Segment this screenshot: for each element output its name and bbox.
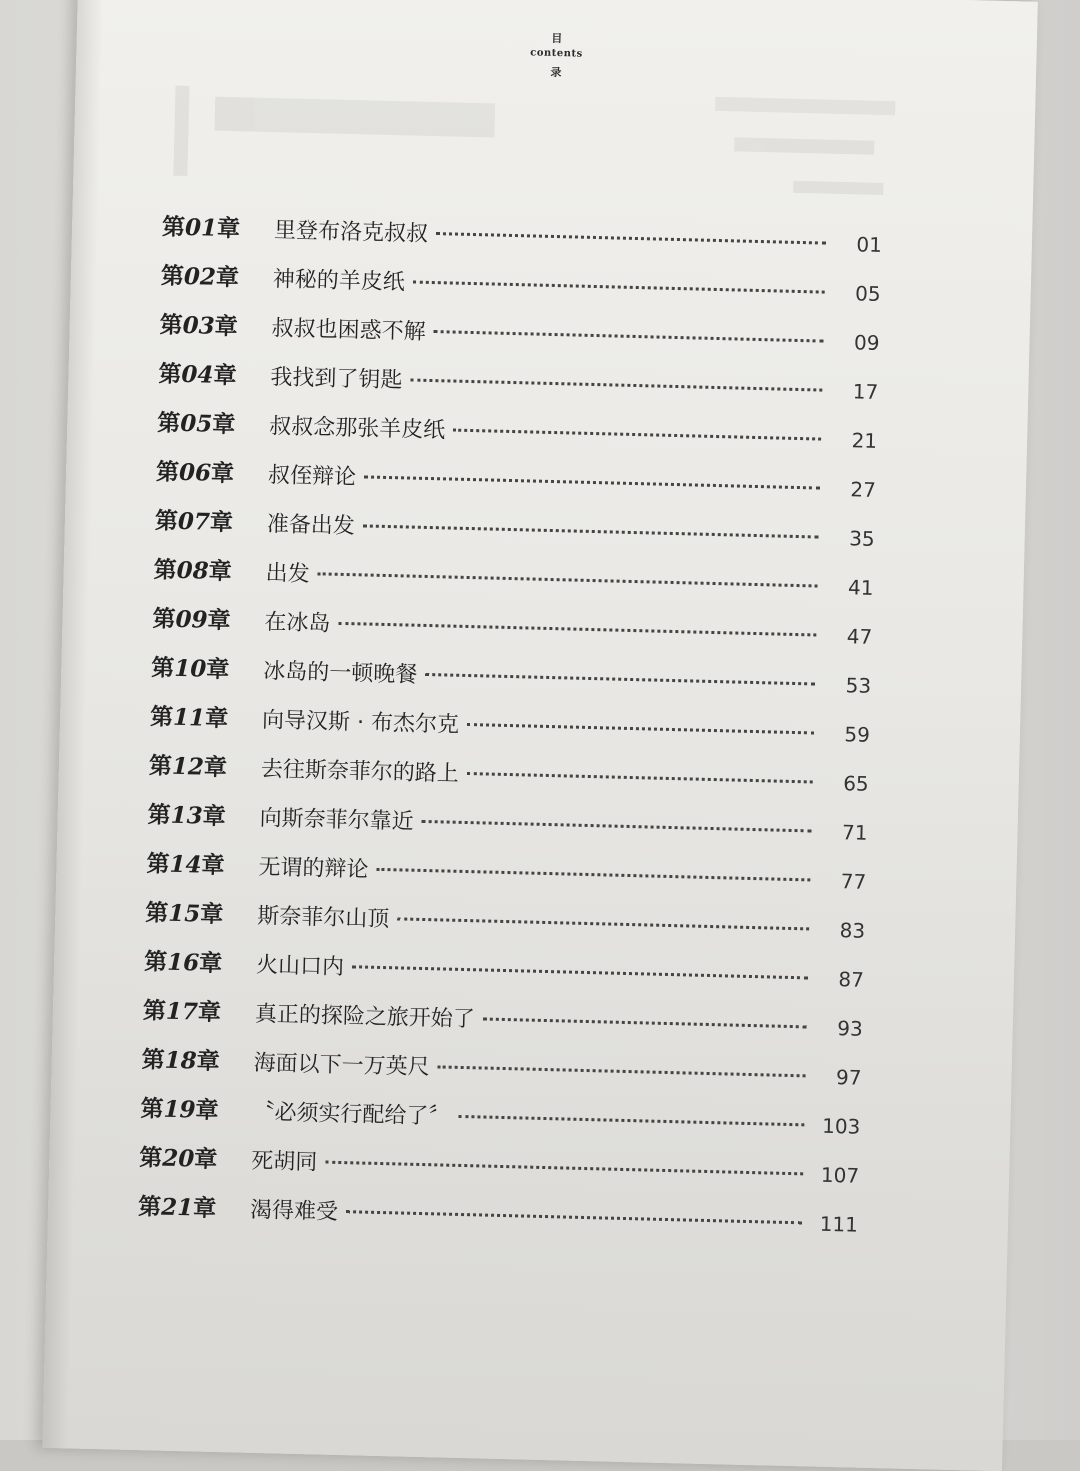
page-number: 05 [854,281,881,306]
chapter-title: 斯奈菲尔山顶 [256,903,390,933]
page-number: 111 [819,1211,859,1237]
page-number: 59 [844,722,871,747]
chapter-number: 第12章 [148,752,228,782]
dot-leader [364,475,820,489]
dot-leader [363,524,819,538]
heading-top-char: 目 [551,31,563,46]
chapter-title: 死胡同 [250,1148,318,1176]
chapter-number: 第08章 [153,556,233,586]
page-number: 93 [836,1016,864,1041]
page-number: 53 [845,673,872,698]
dot-leader [425,673,815,686]
chapter-title: 真正的探险之旅开始了 [254,1001,476,1033]
dot-leader [325,1161,803,1176]
page-number: 87 [838,967,865,992]
page-number: 77 [840,869,867,894]
dot-leader [338,622,816,637]
chapter-number: 第07章 [154,507,234,537]
chapter-title: 叔叔也困惑不解 [271,316,426,345]
page-number: 107 [820,1162,860,1188]
dot-leader [352,965,808,979]
page-number: 17 [852,379,879,404]
chapter-title: 在冰岛 [264,610,331,637]
chapter-number: 第10章 [150,654,230,684]
dot-leader [346,1210,802,1224]
chapter-number: 第21章 [137,1193,217,1223]
chapter-number: 第16章 [143,948,223,978]
dot-leader [483,1017,807,1028]
page-number: 97 [835,1065,862,1090]
dot-leader [458,1115,804,1126]
page-number: 83 [839,918,866,943]
page-number: 47 [846,624,873,649]
chapter-title: 〝必须实行配给了〞 [252,1099,451,1130]
chapter-title: 无谓的辩论 [258,854,369,883]
table-of-contents [137,208,882,1254]
chapter-number: 第02章 [160,262,240,292]
page-number: 65 [842,771,869,796]
chapter-title: 去往斯奈菲尔的路上 [260,756,460,787]
page-number: 103 [821,1113,861,1139]
chapter-title: 向导汉斯 · 布杰尔克 [261,707,460,738]
chapter-title: 我找到了钥匙 [270,365,403,394]
chapter-number: 第04章 [158,360,237,390]
dot-leader [376,868,810,882]
chapter-title: 神秘的羊皮纸 [272,267,406,296]
chapter-number: 第15章 [145,899,224,929]
page-number: 27 [850,477,877,502]
show-through-text [173,76,966,215]
chapter-number: 第18章 [141,1046,221,1076]
chapter-title: 准备出发 [266,512,356,540]
book-page [42,0,1038,1471]
chapter-title: 火山口内 [255,952,345,981]
page-number: 41 [847,575,874,600]
chapter-number: 第17章 [142,997,222,1027]
page-number: 21 [851,428,878,453]
chapter-number: 第14章 [146,850,225,880]
dot-leader [422,820,812,833]
chapter-title: 叔叔念那张羊皮纸 [268,414,446,444]
chapter-title: 里登布洛克叔叔 [273,218,429,247]
dot-leader [453,429,821,441]
chapter-number: 第11章 [149,703,229,733]
dot-leader [438,1065,806,1077]
chapter-number: 第19章 [140,1095,219,1125]
dot-leader [434,330,824,343]
heading-bottom-char: 录 [550,65,562,80]
chapter-number: 第05章 [156,409,236,439]
chapter-number: 第09章 [152,605,231,635]
page-number: 71 [841,820,868,845]
dot-leader [397,917,809,930]
chapter-title: 出发 [265,561,310,588]
chapter-number: 第13章 [147,801,227,831]
chapter-title: 海面以下一万英尺 [253,1050,430,1081]
chapter-title: 渴得难受 [249,1197,339,1225]
dot-leader [467,723,814,734]
heading-contents: contents [530,47,583,60]
chapter-number: 第20章 [139,1144,218,1174]
dot-leader [410,379,822,392]
chapter-title: 叔侄辩论 [267,463,357,491]
page-number: 01 [856,232,883,257]
dot-leader [318,572,818,587]
chapter-number: 第03章 [159,311,239,341]
page-number: 35 [848,526,875,551]
page-number: 09 [853,330,880,355]
dot-leader [467,772,813,783]
chapter-title: 冰岛的一顿晚餐 [262,659,418,688]
dot-leader [413,281,825,294]
dot-leader [436,232,826,245]
chapter-number: 第01章 [161,213,241,243]
chapter-title: 向斯奈菲尔靠近 [259,805,414,835]
chapter-number: 第06章 [155,458,235,488]
